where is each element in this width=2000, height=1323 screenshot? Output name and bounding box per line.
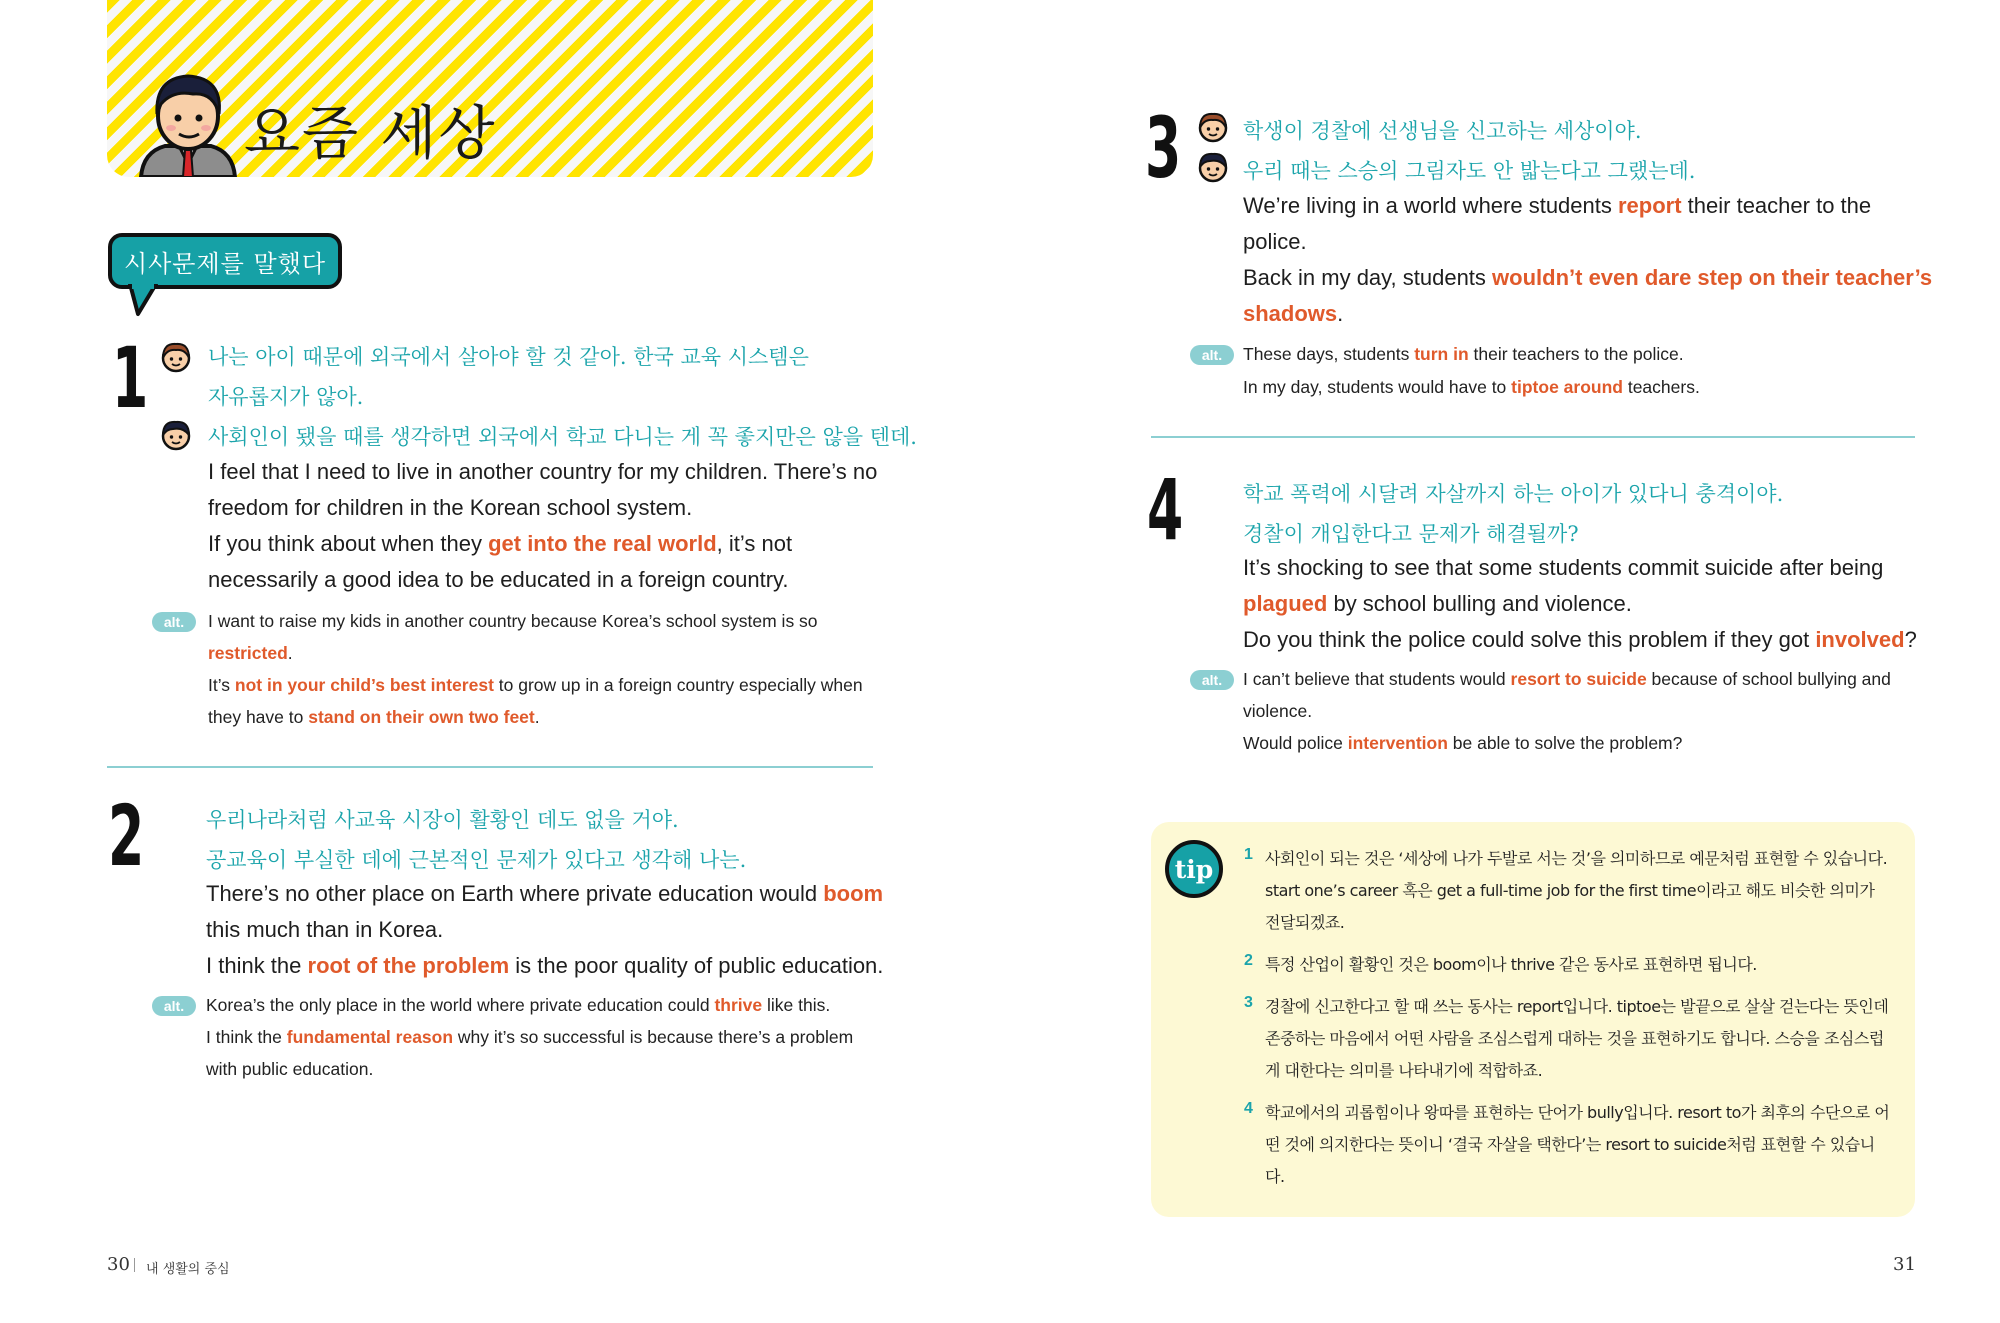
tip-number: 3 (1244, 994, 1253, 1011)
highlight-phrase: get into the real world (488, 531, 717, 556)
alt-badge: alt. (152, 612, 196, 632)
highlight-phrase: turn in (1414, 344, 1469, 364)
tip-line: 존중하는 마음에서 어떤 사람을 조심스럽게 대하는 것을 표현하기도 합니다. 스승을 조심스럽 (1265, 1029, 1884, 1048)
tip-line: start one’s career 혹은 get a full-time job for the first time이라고 해도 비슷한 의미가 (1265, 881, 1875, 900)
korean-line: 자유롭지가 않아. (208, 385, 364, 409)
text-segment: their teachers to the police. (1468, 344, 1684, 364)
text-segment: is the poor quality of public education. (509, 953, 884, 978)
text-segment: to grow up in a foreign country especially when (493, 675, 863, 695)
text-segment: We’re living in a world where students (1243, 193, 1618, 218)
alt-line (1243, 669, 1891, 690)
page-number-left: 30 (107, 1254, 130, 1275)
text-segment: by school bulling and violence. (1327, 591, 1632, 616)
korean-line: 우리 때는 스승의 그림자도 안 밟는다고 그랬는데. (1243, 159, 1696, 183)
korean-line: 경찰이 개입한다고 문제가 해결될까? (1243, 522, 1579, 546)
alt-line (208, 707, 540, 728)
alt-line (208, 643, 293, 664)
text-segment: ? (1904, 627, 1917, 652)
text-segment: I can’t believe that students would (1243, 669, 1511, 689)
text-segment: I think the (206, 1027, 287, 1047)
tip-number: 4 (1244, 1100, 1253, 1117)
tip-line: 게 대한다는 의미를 나타내기에 적합하죠. (1265, 1061, 1543, 1080)
highlight-phrase: involved (1815, 627, 1905, 652)
text-segment: There’s no other place on Earth where private education would (206, 881, 824, 906)
text-segment: . (287, 643, 293, 663)
english-line: freedom for children in the Korean school system. (208, 495, 693, 520)
korean-line: 학교 폭력에 시달려 자살까지 하는 아이가 있다니 충격이야. (1243, 482, 1784, 506)
text-segment: be able to solve the problem? (1447, 733, 1683, 753)
korean-line: 나는 아이 때문에 외국에서 살아야 할 것 같아. 한국 교육 시스템은 (208, 345, 809, 369)
english-line (1243, 193, 1871, 219)
section-divider (1151, 436, 1915, 438)
text-segment: because of school bullying and (1646, 669, 1891, 689)
highlight-phrase: report (1618, 193, 1682, 218)
section-number: 4 (1147, 461, 1184, 559)
text-segment: their teacher to the (1681, 193, 1872, 218)
text-segment: like this. (762, 995, 831, 1015)
text-segment: Korea’s the only place in the world where private education could (206, 995, 715, 1015)
alt-line (1243, 733, 1682, 754)
tip-line: 전달되겠죠. (1265, 913, 1345, 932)
folio-divider (134, 1258, 135, 1272)
english-line: police. (1243, 229, 1307, 254)
alt-line: violence. (1243, 701, 1313, 721)
text-segment: It’s (208, 675, 235, 695)
alt-line (1243, 377, 1700, 398)
highlight-phrase: wouldn’t even dare step on their teacher’s (1492, 265, 1933, 290)
highlight-phrase: resort to suicide (1510, 669, 1647, 689)
section-number: 1 (112, 329, 149, 427)
english-line: I feel that I need to live in another country for my children. There’s no (208, 459, 878, 484)
highlight-phrase: boom (823, 881, 884, 906)
korean-line: 공교육이 부실한 데에 근본적인 문제가 있다고 생각해 나는. (206, 848, 747, 872)
alt-badge: alt. (152, 996, 196, 1016)
english-line (1243, 301, 1343, 327)
text-segment: Back in my day, students (1243, 265, 1493, 290)
alt-badge: alt. (1190, 345, 1234, 365)
korean-line: 학생이 경찰에 선생님을 신고하는 세상이야. (1243, 119, 1642, 143)
english-line: necessarily a good idea to be educated in a foreign country. (208, 567, 789, 592)
alt-badge: alt. (1190, 670, 1234, 690)
tip-line: 다. (1265, 1167, 1285, 1186)
highlight-phrase: shadows (1243, 301, 1338, 326)
chapter-label: 내 생활의 중심 (146, 1262, 230, 1277)
speech-tail-icon (128, 284, 158, 318)
highlight-phrase: not in your child’s best interest (234, 675, 494, 695)
highlight-phrase: stand on their own two feet (308, 707, 535, 727)
highlight-phrase: thrive (714, 995, 763, 1015)
text-segment: I think the (206, 953, 308, 978)
section-number: 2 (108, 787, 145, 885)
alt-line: with public education. (206, 1059, 374, 1079)
english-line (1243, 591, 1632, 617)
text-segment: Would police (1243, 733, 1348, 753)
boy-face-icon (159, 418, 193, 452)
topic-tag: 시사문제를 말했다 (108, 233, 342, 289)
boy-face-icon (1196, 150, 1230, 184)
header-banner (107, 0, 873, 177)
tip-line: 경찰에 신고한다고 할 때 쓰는 동사는 report입니다. tiptoe는 발끝으로 살살 걷는다는 뜻인데 (1265, 997, 1889, 1016)
alt-line (208, 675, 863, 696)
english-line (206, 953, 883, 979)
text-segment: why it’s so successful is because there’s a problem (453, 1027, 854, 1047)
english-line (208, 531, 792, 557)
girl-face-icon (1196, 110, 1230, 144)
tip-number: 2 (1244, 952, 1253, 969)
highlight-phrase: tiptoe around (1511, 377, 1623, 397)
page-title: 요즘 세상 (244, 99, 497, 167)
man-character-icon (133, 64, 243, 177)
alt-line (206, 995, 830, 1016)
girl-face-icon (159, 340, 193, 374)
tip-number: 1 (1244, 846, 1253, 863)
text-segment: they have to (208, 707, 309, 727)
alt-line (206, 1027, 853, 1048)
tip-icon: tip (1165, 840, 1223, 898)
alt-line (1243, 344, 1684, 365)
page-number-right: 31 (1893, 1254, 1916, 1275)
text-segment: . (1337, 301, 1344, 326)
highlight-phrase: root of the problem (307, 953, 510, 978)
tip-line: 사회인이 되는 것은 ‘세상에 나가 두발로 서는 것’을 의미하므로 예문처럼 표현할 수 있습니다. (1265, 849, 1888, 868)
korean-line: 사회인이 됐을 때를 생각하면 외국에서 학교 다니는 게 꼭 좋지만은 않을 텐데. (208, 425, 917, 449)
tip-line: 떤 것에 의지한다는 뜻이니 ‘결국 자살을 택한다’는 resort to suicide처럼 표현할 수 있습니 (1265, 1135, 1875, 1154)
english-line (1243, 627, 1917, 653)
text-segment: If you think about when they (208, 531, 489, 556)
english-line (206, 881, 883, 907)
text-segment: Do you think the police could solve this problem if they got (1243, 627, 1816, 652)
english-line: this much than in Korea. (206, 917, 444, 942)
section-divider (107, 766, 873, 768)
text-segment: In my day, students would have to (1243, 377, 1512, 397)
highlight-phrase: restricted (208, 643, 288, 663)
english-line (1243, 265, 1932, 291)
highlight-phrase: fundamental reason (286, 1027, 454, 1047)
text-segment: teachers. (1622, 377, 1700, 397)
tip-line: 특정 산업이 활황인 것은 boom이나 thrive 같은 동사로 표현하면 됩니다. (1265, 955, 1757, 974)
text-segment: . (534, 707, 540, 727)
section-number: 3 (1145, 99, 1182, 197)
text-segment: These days, students (1243, 344, 1415, 364)
tip-line: 학교에서의 괴롭힘이나 왕따를 표현하는 단어가 bully입니다. resort to가 최후의 수단으로 어 (1265, 1103, 1890, 1122)
text-segment: , it’s not (716, 531, 793, 556)
korean-line: 우리나라처럼 사교육 시장이 활황인 데도 없을 거야. (206, 808, 679, 832)
highlight-phrase: intervention (1347, 733, 1448, 753)
highlight-phrase: plagued (1243, 591, 1328, 616)
alt-line: I want to raise my kids in another country because Korea’s school system is so (208, 611, 818, 631)
english-line: It’s shocking to see that some students commit suicide after being (1243, 555, 1884, 580)
